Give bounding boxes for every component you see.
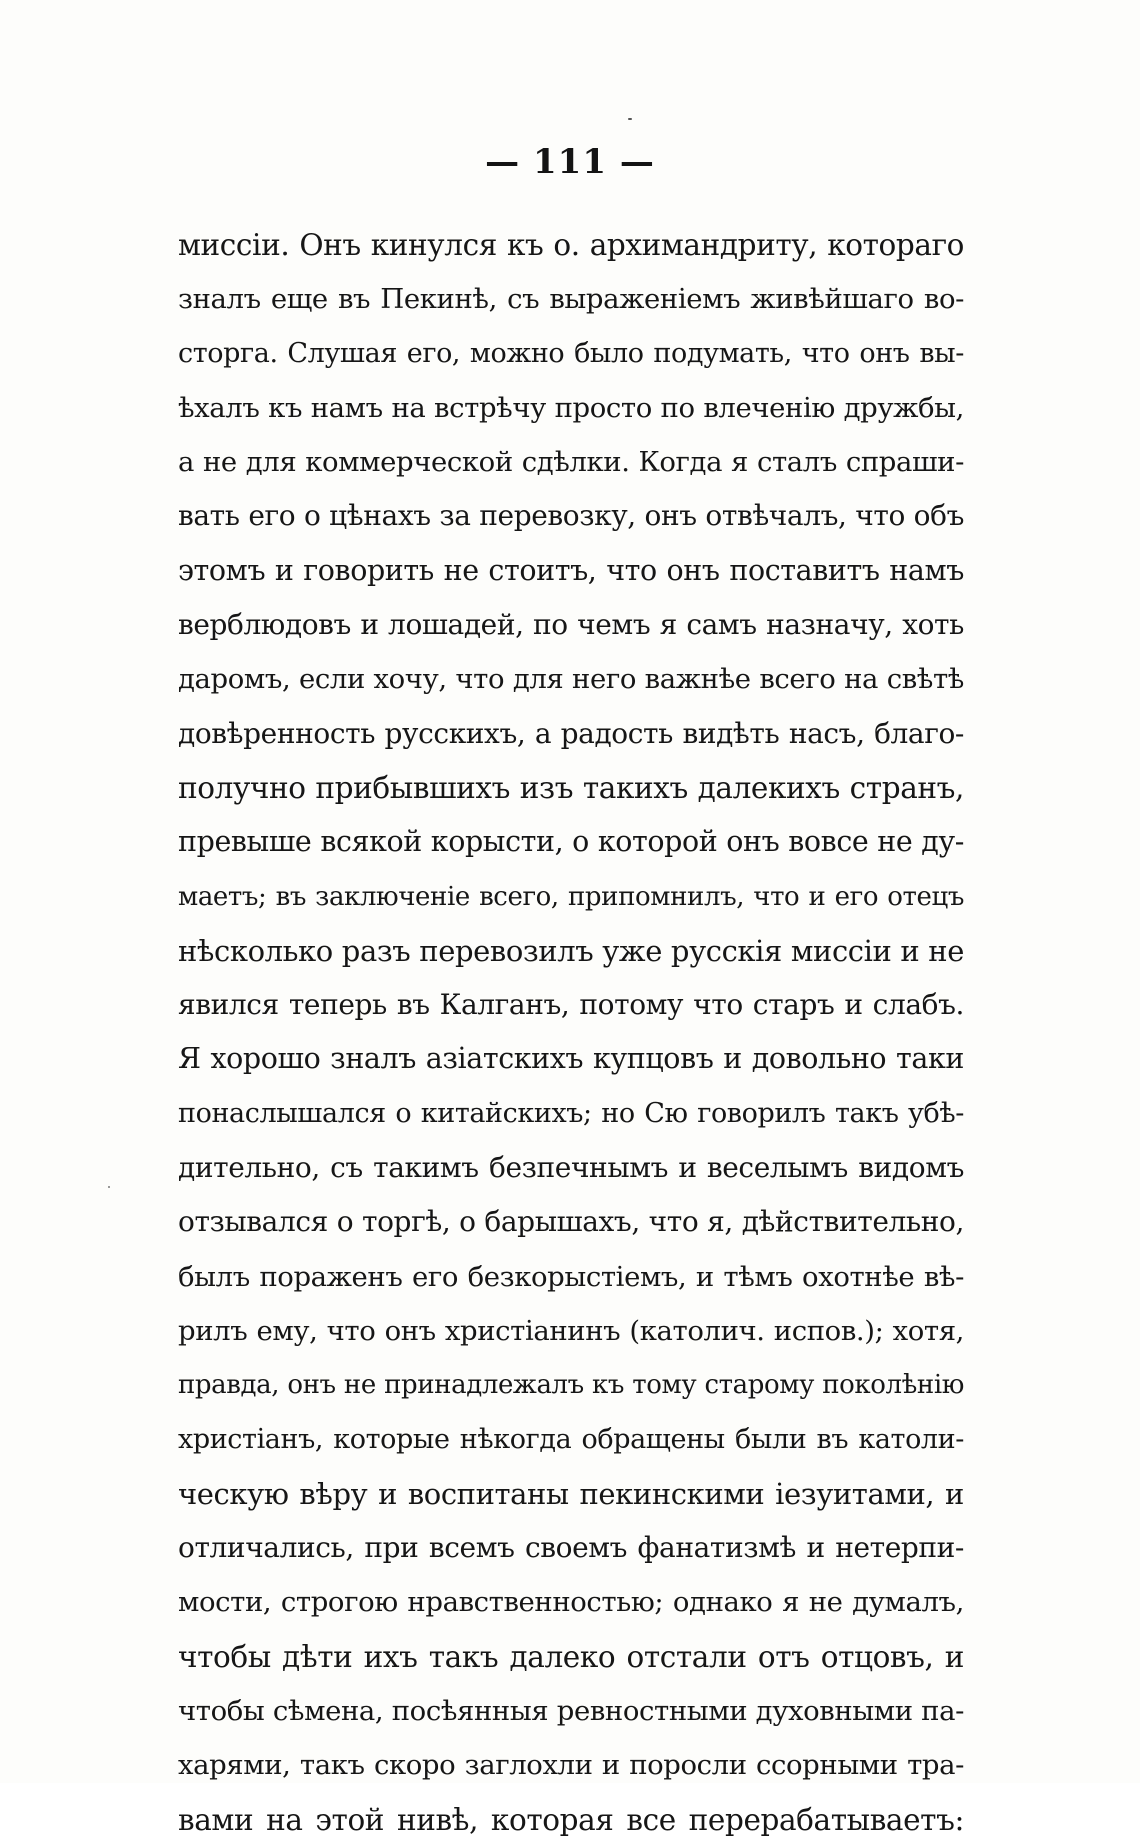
text-line: отличались, при всемъ своемъ фанатизмѣ и нетерпи- [178,1531,964,1565]
text-line: а не для коммерческой сдѣлки. Когда я сталъ спраши- [178,446,964,479]
text-line: зналъ еще въ Пекинѣ, съ выраженіемъ живѣйшаго во- [178,283,964,316]
print-speck [108,1186,110,1188]
text-line: харями, такъ скоро заглохли и поросли ссорными тра- [178,1749,964,1782]
text-line: явился теперь въ Калганъ, потому что старъ и слабъ. [178,988,964,1022]
text-line: ѣхалъ къ намъ на встрѣчу просто по влеченію дружбы, [178,391,964,424]
text-line: христіанъ, которые нѣкогда обращены были въ католи- [178,1423,964,1455]
text-line: Я хорошо зналъ азіатскихъ купцовъ и довольно таки [178,1042,964,1076]
text-line: вами на этой нивѣ, которая все перерабатываетъ: [178,1802,964,1837]
text-line: маетъ; въ заключеніе всего, припомнилъ, что и его отецъ [178,881,964,912]
text-line: этомъ и говорить не стоитъ, что онъ поставитъ намъ [178,553,964,587]
text-line: даромъ, если хочу, что для него важнѣе всего на свѣтѣ [178,663,964,696]
text-line: верблюдовъ и лошадей, по чемъ я самъ назначу, хоть [178,608,964,642]
text-line: отзывался о торгѣ, о барышахъ, что я, дѣйствительно, [178,1205,964,1239]
text-line: былъ пораженъ его безкорыстіемъ, и тѣмъ охотнѣе вѣ- [178,1260,964,1293]
text-line: ческую вѣру и воспитаны пекинскими іезуитами, и [178,1476,964,1511]
text-line: правда, онъ не принадлежалъ къ тому старому поколѣнію [178,1370,964,1401]
body-text [178,218,964,1847]
print-speck [628,118,632,120]
text-line: превыше всякой корысти, о которой онъ вовсе не ду- [178,825,964,859]
text-line: понаслышался о китайскихъ; но Сю говорилъ такъ убѣ- [178,1097,964,1129]
text-line: дительно, съ такимъ безпечнымъ и веселымъ видомъ [178,1151,964,1185]
text-line: мости, строгою нравственностью; однако я не думалъ, [178,1586,964,1619]
text-line: довѣренность русскихъ, а радость видѣть насъ, благо- [178,716,964,750]
text-line: миссіи. Онъ кинулся къ о. архимандриту, котораго [178,228,964,262]
text-line: нѣсколько разъ перевозилъ уже русскія миссіи и не [178,933,964,968]
text-line: сторга. Слушая его, можно было подумать, что онъ вы- [178,337,964,369]
text-line: чтобы дѣти ихъ такъ далеко отстали отъ отцовъ, и [178,1639,964,1674]
text-line: получно прибывшихъ изъ такихъ далекихъ странъ, [178,770,964,805]
text-line: рилъ ему, что онъ христіанинъ (католич. испов.); хотя, [178,1314,964,1347]
page-number: — 111 — [485,142,655,182]
text-line: вать его о цѣнахъ за перевозку, онъ отвѣчалъ, что объ [178,499,964,533]
text-line: чтобы сѣмена, посѣянныя ревностными духовными па- [178,1695,964,1728]
